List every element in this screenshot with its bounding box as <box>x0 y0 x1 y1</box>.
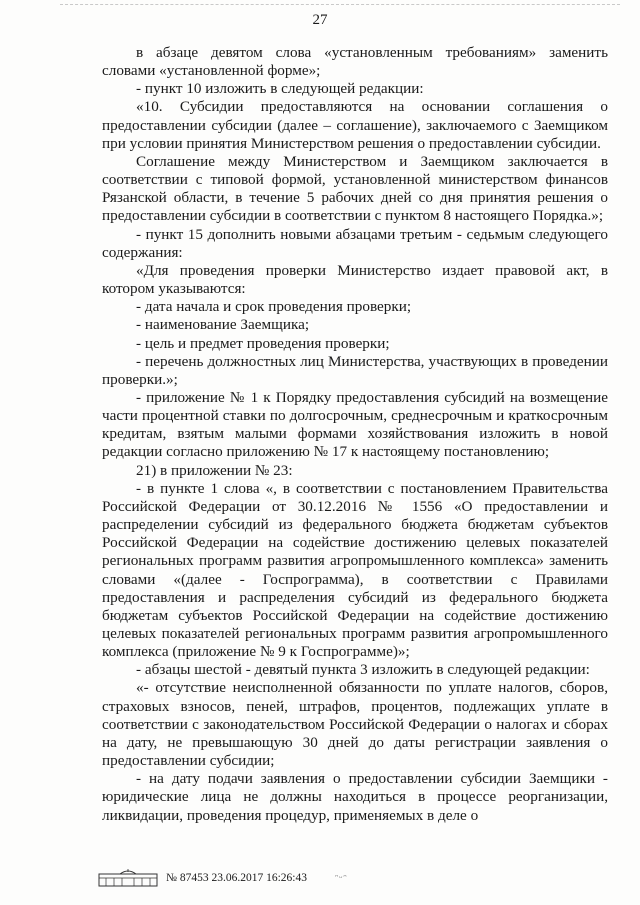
paragraph: - пункт 15 дополнить новыми абзацами третьим - седьмым следующего содержания: <box>102 225 608 261</box>
scan-edge-marks <box>60 4 620 7</box>
registration-timestamp: 23.06.2017 16:26:43 <box>211 872 307 884</box>
paragraph: 21) в приложении № 23: <box>136 461 293 479</box>
paragraph: Соглашение между Министерством и Заемщиком заключается в соответствии с типовой формой, установленной министерством финансов Рязанской области, в течение 5 рабочих дней со дня принятия решения о предоставлении субсидии в соответствии с пунктом 8 настоящего Порядка.»; <box>102 152 608 225</box>
paragraph: - цель и предмет проведения проверки; <box>136 334 390 352</box>
paragraph: - дата начала и срок проведения проверки; <box>136 298 412 316</box>
paragraph: - абзацы шестой - девятый пункта 3 изложить в следующей редакции: <box>136 661 590 679</box>
paragraph: «10. Субсидии предоставляются на основании соглашения о предоставлении субсидии (далее – соглашение), заключаемого с Заемщиком при условии принятия Министерством решения о предоставлении субсидии. <box>102 98 608 152</box>
paragraph: «Для проведения проверки Министерство издает правовой акт, в котором указываются: <box>102 261 608 298</box>
registration-footer <box>98 868 348 888</box>
paragraph: - приложение № 1 к Порядку предоставления субсидий на возмещение части процентной ставки по долгосрочным, среднесрочным и краткосрочным кредитам, взятым малыми формами хозяйствования изложить в новой редакции согласно приложению № 17 к настоящему постановлению; <box>102 388 608 461</box>
document-number: № 87453 <box>166 872 209 884</box>
paragraph: - на дату подачи заявления о предоставлении субсидии Заемщики - юридические лица не должны находиться в процессе реорганизации, ликвидации, проведения процедур, применяемых в деле о <box>102 770 608 824</box>
paragraph: - пункт 10 изложить в следующей редакции: <box>136 80 424 98</box>
government-building-logo-icon <box>98 869 158 887</box>
paragraph: - наименование Заемщика; <box>136 316 310 334</box>
paragraph: «- отсутствие неисполненной обязанности по уплате налогов, сборов, страховых взносов, пеней, штрафов, процентов, подлежащих уплате в соответствии с законодательством Российской Федерации о налогах и сборах на дату, не превышающую 30 дней до даты регистрации заявления о предоставлении субсидии; <box>102 679 608 770</box>
document-body <box>102 44 608 825</box>
page-number: 27 <box>312 12 328 28</box>
paragraph: - в пункте 1 слова «, в соответствии с постановлением Правительства Российской Федерации от 30.12.2016 № 1556 «О предоставлении и распределении субсидий из федерального бюджета бюджетам субъектов Российской Федерации на содействие достижению целевых показателей региональных программ развития агропромышленного комплекса» заменить словами «(далее - Госпрограмма), в соответствии с Правилами предоставления и распределения субсидий из федерального бюджета бюджетам субъектов Российской Федерации на содействие достижению целевых показателей региональных программ развития агропромышленного комплекса (приложение № 9 к Госпрограмме)»; <box>102 479 608 661</box>
paragraph: в абзаце девятом слова «установленным требованиям» заменить словами «установленной форме»; <box>102 44 608 80</box>
handwritten-mark: ᵔᵕᵔ <box>335 872 348 884</box>
paragraph: - перечень должностных лиц Министерства, участвующих в проведении проверки.»; <box>102 352 608 388</box>
